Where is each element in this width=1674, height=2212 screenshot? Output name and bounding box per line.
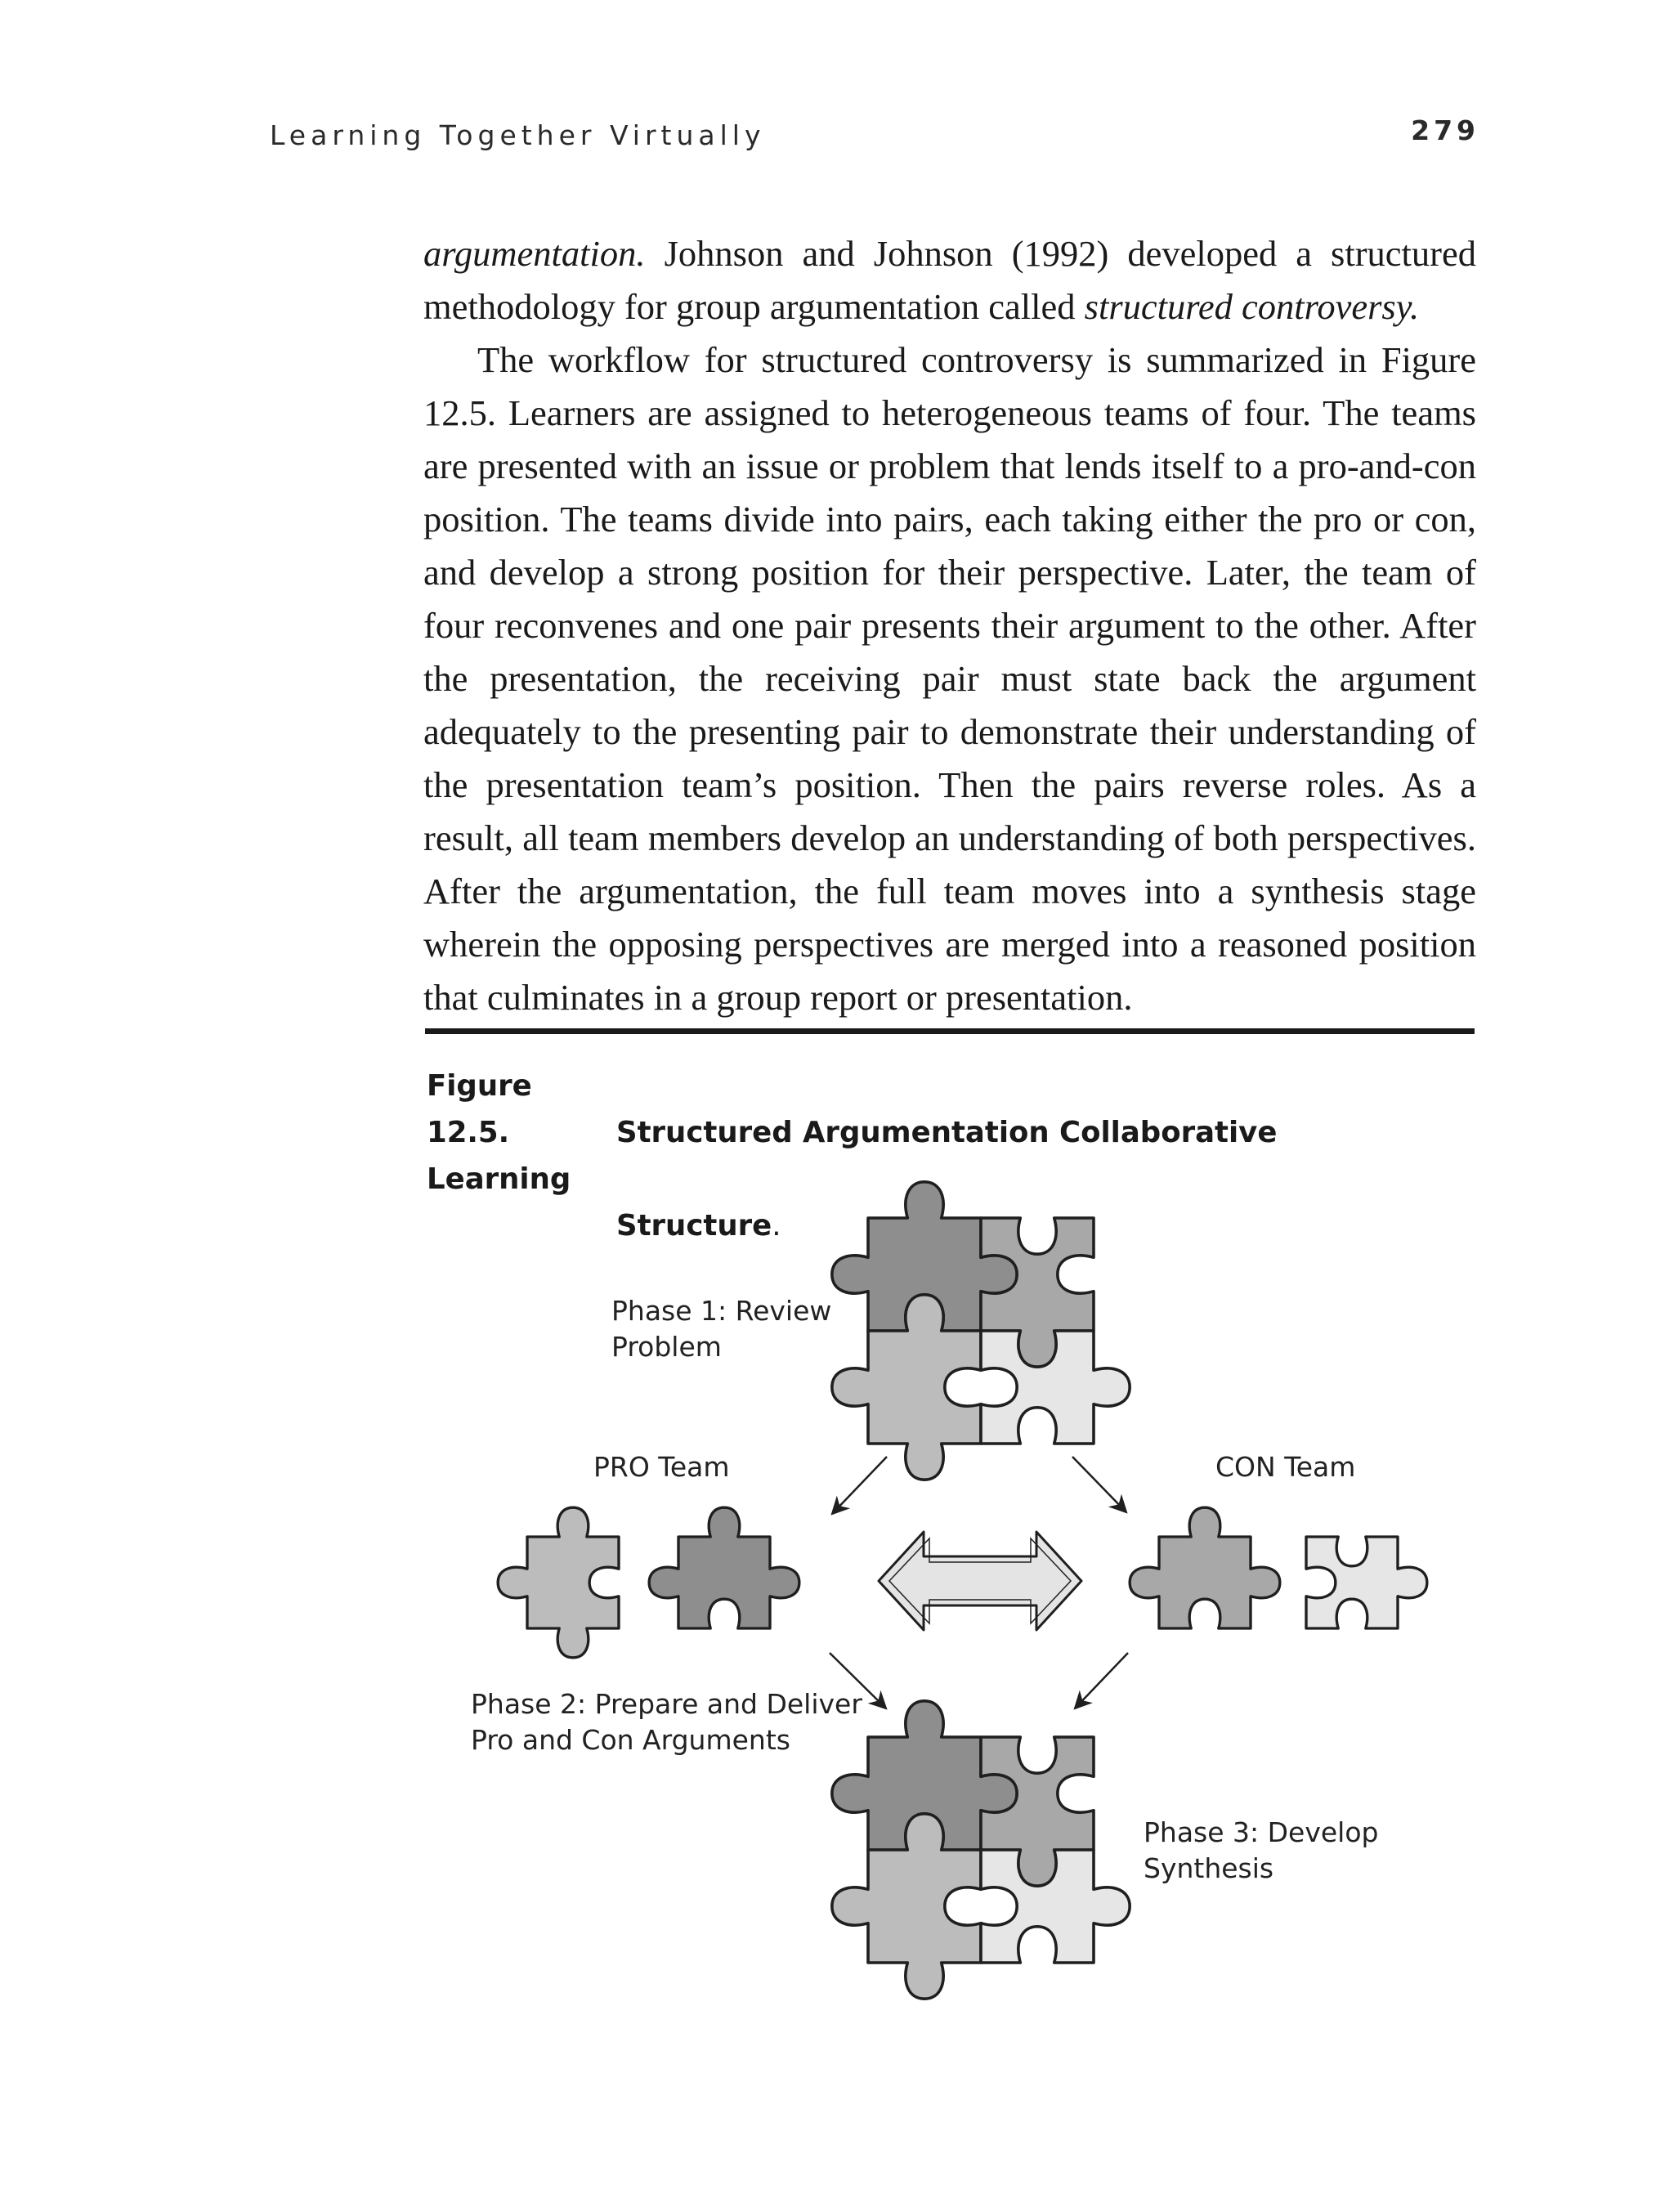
label-phase1: Phase 1: Review Problem [611,1295,832,1363]
arrow-con-to-synthesis-icon [1075,1653,1128,1708]
figure-title-line-2: Structure [616,1209,772,1243]
arrow-to-con-icon [1072,1457,1126,1512]
synthesis-piece-lightest-icon [981,1850,1130,1963]
con-piece-medium-icon [1130,1507,1280,1628]
con-piece-lightest-icon [1306,1537,1427,1628]
label-phase2: Phase 2: Prepare and Deliver Pro and Con Arguments [471,1688,862,1756]
label-phase3: Phase 3: Develop Synthesis [1144,1816,1379,1884]
running-head: Learning Together Virtually [270,119,766,151]
pro-team-pieces [498,1507,799,1658]
pro-piece-light-icon [498,1507,619,1658]
pro-piece-dark-icon [649,1507,799,1628]
label-pro-team: PRO Team [593,1451,730,1483]
label-con-team: CON Team [1215,1451,1356,1483]
page-number: 279 [1411,114,1479,146]
exchange-arrow-icon [879,1532,1081,1630]
arrow-to-pro-icon [832,1457,887,1514]
phase1-puzzle [832,1182,1130,1480]
con-team-pieces [1130,1507,1427,1628]
figure-title-period: . [772,1209,781,1243]
puzzle-piece-lightest-icon [981,1331,1130,1444]
term-structured-controversy: structured controversy. [1084,286,1420,327]
figure-title-line-1: Structured Argumentation Collaborative Learning [427,1116,1278,1196]
figure-number: Figure 12.5. [427,1069,532,1149]
paragraph-2: The workflow for structured controversy is summarized in Figure 12.5. Learners are assigned to heterogeneous teams of four. The teams are presented with an issue or problem that lends itself to a pro-and-con position. The teams divide into pairs, each taking either the pro or con, and develop a strong position for their perspective. Later, the team of four reconvenes and one pair presents their argument to the other. After the presentation, the receiving pair must state back the argument adequately to the presenting pair to demonstrate their understanding of the presentation team’s position. Then the pairs reverse roles. As a result, all team members develop an understanding of both perspectives. After the argumentation, the full team moves into a synthesis stage wherein the opposing perspectives are merged into a reasoned position that culminates in a group report or presentation. [423,339,1476,1018]
term-argumentation: argumentation. [423,233,646,274]
phase3-puzzle [832,1701,1130,1999]
paragraph-1-text: Johnson and Johnson (1992) developed a structured methodology for group argumentation called [423,233,1476,327]
